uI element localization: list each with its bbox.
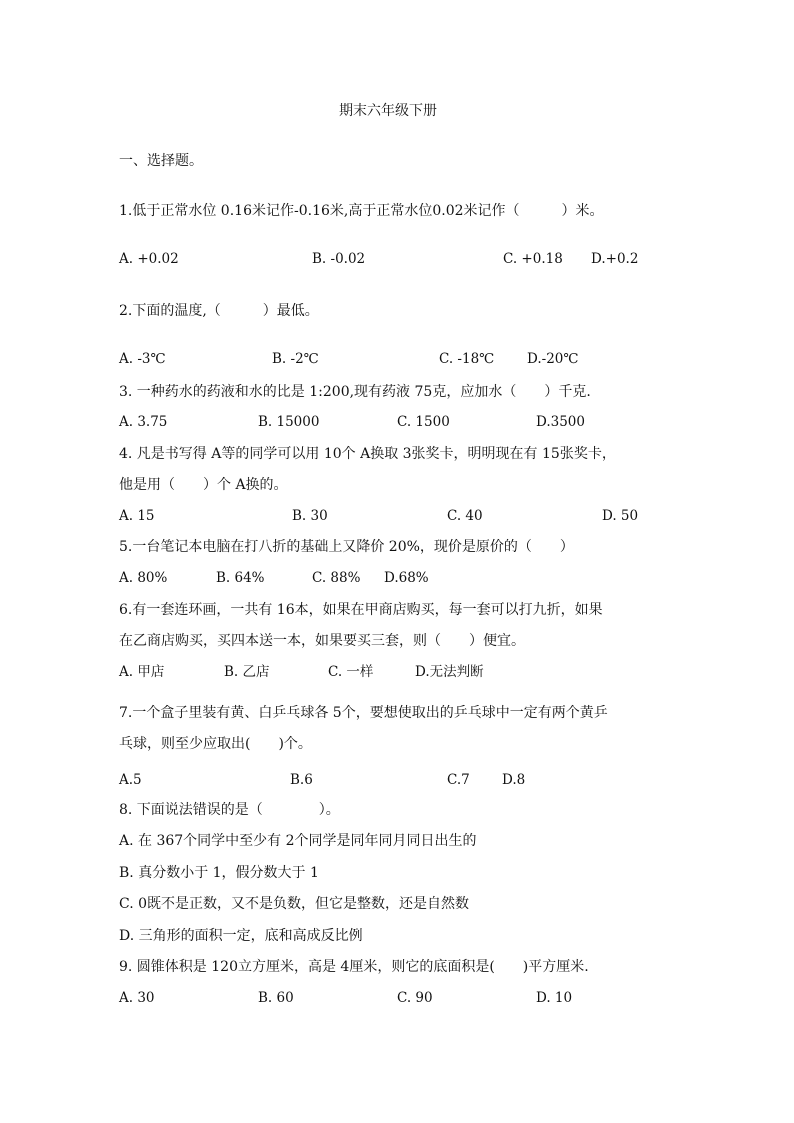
question-1-stem: 1.低于正常水位 0.16米记作-0.16米,高于正常水位0.02米记作（ ）米。 — [119, 203, 604, 219]
question-7-option-b: B.6 — [290, 772, 313, 788]
question-8-option-a: A. 在 367个同学中至少有 2个同学是同年同月同日出生的 — [119, 833, 477, 849]
question-4-option-b: B. 30 — [292, 508, 328, 524]
question-5-option-a: A. 80% — [119, 570, 168, 586]
question-6-option-d: D.无法判断 — [415, 664, 484, 680]
question-4-stem-line-1: 4. 凡是书写得 A等的同学可以用 10个 A换取 3张奖卡，明明现在有 15张奖卡， — [119, 446, 616, 462]
question-3-stem: 3. 一种药水的药液和水的比是 1:200,现有药液 75克，应加水（ ）千克. — [119, 384, 591, 400]
question-3-option-b: B. 15000 — [258, 414, 320, 430]
question-2-option-b: B. -2℃ — [272, 351, 319, 367]
question-9-option-a: A. 30 — [119, 990, 155, 1006]
question-6-stem-line-2: 在乙商店购买，买四本送一本，如果要买三套，则（ ）便宜。 — [119, 633, 525, 649]
question-4-stem-line-2: 他是用（ ）个 A换的。 — [119, 477, 288, 493]
question-7-stem-line-2: 乓球，则至少应取出( )个。 — [119, 736, 312, 752]
question-2-option-c: C. -18℃ — [439, 351, 495, 367]
question-1-option-b: B. -0.02 — [312, 251, 366, 267]
question-4-option-c: C. 40 — [447, 508, 483, 524]
question-7-option-d: D.8 — [502, 772, 526, 788]
question-6-option-a: A. 甲店 — [119, 664, 165, 680]
question-9-option-d: D. 10 — [536, 990, 573, 1006]
question-8-stem: 8. 下面说法错误的是（ ）。 — [119, 802, 340, 818]
question-2-option-d: D.-20℃ — [527, 351, 579, 367]
question-1-option-a: A. +0.02 — [119, 251, 179, 267]
question-7-option-a: A.5 — [119, 772, 142, 788]
question-4-option-d: D. 50 — [602, 508, 639, 524]
question-9-option-c: C. 90 — [397, 990, 433, 1006]
question-4-option-a: A. 15 — [119, 508, 155, 524]
question-5-option-d: D.68% — [384, 570, 429, 586]
section-heading: 一、选择题。 — [119, 153, 203, 169]
question-8-option-b: B. 真分数小于 1，假分数大于 1 — [119, 865, 319, 881]
question-8-option-c: C. 0既不是正数，又不是负数，但它是整数，还是自然数 — [119, 896, 470, 912]
question-5-option-c: C. 88% — [312, 570, 361, 586]
question-2-stem: 2.下面的温度,（ ）最低。 — [119, 303, 319, 319]
question-2-option-a: A. -3℃ — [119, 351, 166, 367]
question-7-stem-line-1: 7.一个盒子里装有黄、白乒乓球各 5个，要想使取出的乒乓球中一定有两个黄乒 — [119, 705, 608, 721]
question-6-stem-line-1: 6.有一套连环画，一共有 16本，如果在甲商店购买，每一套可以打九折，如果 — [119, 602, 603, 618]
question-1-option-c: C. +0.18 — [503, 251, 563, 267]
question-9-stem: 9. 圆锥体积是 120立方厘米，高是 4厘米，则它的底面积是( )平方厘米. — [119, 959, 589, 975]
question-1-option-d: D.+0.2 — [591, 251, 639, 267]
question-5-stem: 5.一台笔记本电脑在打八折的基础上又降价 20%，现价是原价的（ ） — [119, 539, 574, 555]
question-3-option-c: C. 1500 — [397, 414, 450, 430]
question-6-option-b: B. 乙店 — [224, 664, 270, 680]
question-8-option-d: D. 三角形的面积一定，底和高成反比例 — [119, 928, 363, 944]
question-3-option-a: A. 3.75 — [119, 414, 168, 430]
question-5-option-b: B. 64% — [216, 570, 265, 586]
question-7-option-c: C.7 — [447, 772, 470, 788]
question-3-option-d: D.3500 — [536, 414, 585, 430]
page-title: 期末六年级下册 — [339, 103, 437, 119]
question-6-option-c: C. 一样 — [328, 664, 374, 680]
question-9-option-b: B. 60 — [258, 990, 294, 1006]
